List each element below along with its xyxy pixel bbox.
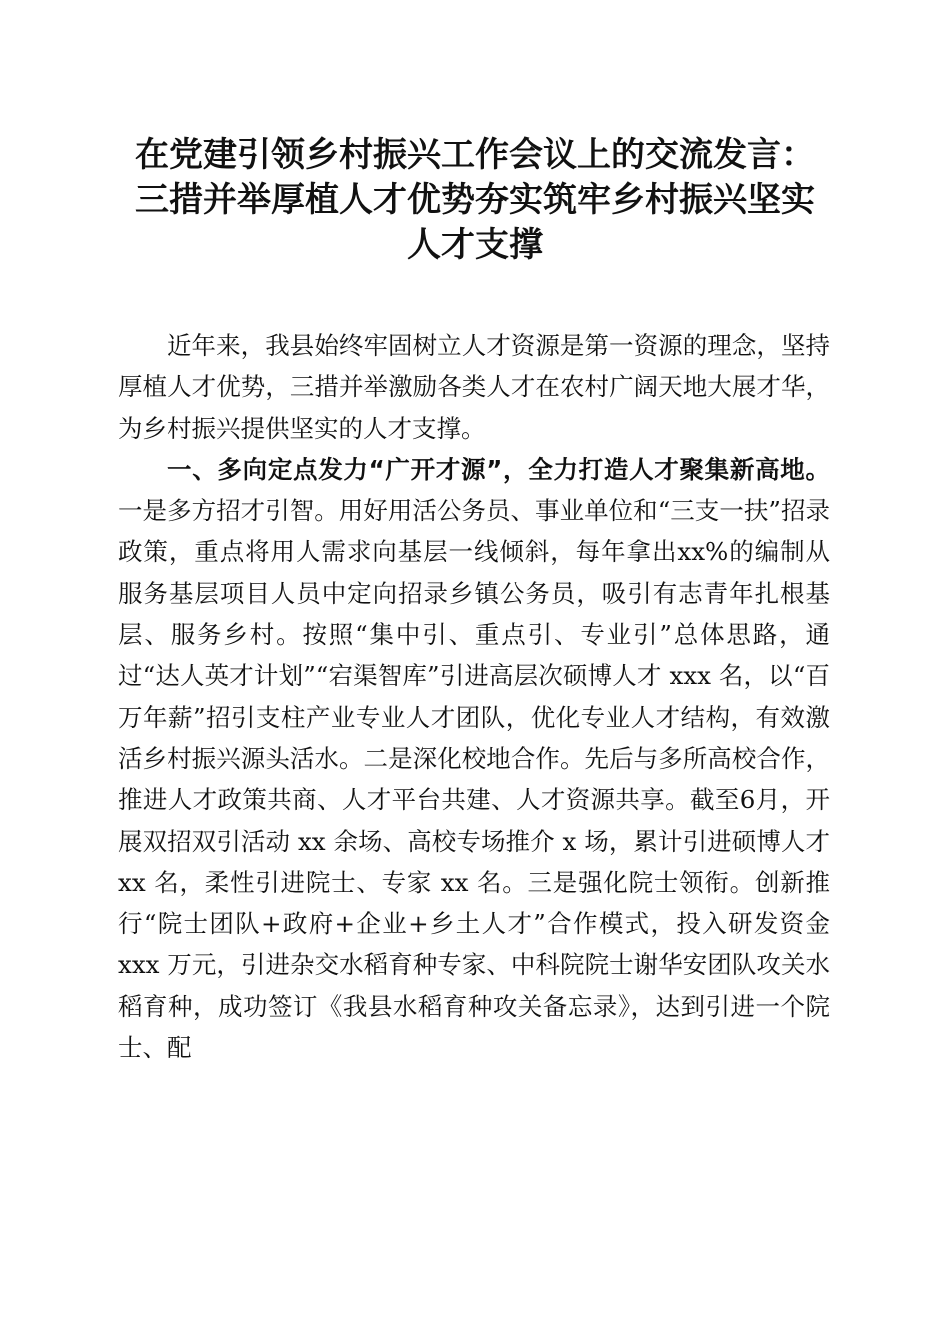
document-title bbox=[110, 133, 840, 268]
section-1-paragraph bbox=[118, 449, 830, 1068]
intro-paragraph: 近年来，我县始终牢固树立人才资源是第一资源的理念，坚持厚植人才优势，三措并举激励各类人才在农村广阔天地大展才华，为乡村振兴提供坚实的人才支撑。 bbox=[118, 331, 830, 443]
title-line-3: 人才支撑 bbox=[407, 225, 543, 265]
document-body bbox=[118, 325, 830, 1068]
title-line-1: 在党建引领乡村振兴工作会议上的交流发言： bbox=[135, 135, 815, 175]
title-line-2: 三措并举厚植人才优势夯实筑牢乡村振兴坚实 bbox=[135, 180, 815, 220]
section-1-heading: 一、多向定点发力“广开才源”，全力打造人才聚集新高地。 bbox=[167, 454, 830, 484]
section-1-body: 一是多方招才引智。用好用活公务员、事业单位和“三支一扶”招录政策，重点将用人需求向基层一线倾斜，每年拿出xx%的编制从服务基层项目人员中定向招录乡镇公务员，吸引有志青年扎根基层、服务乡村。按照“集中引、重点引、专业引”总体思路，通过“达人英才计划”“宕渠智库”引进高层次硕博人才 xxx 名，以“百万年薪”招引支柱产业专业人才团队，优化专业人才结构，有效激活乡村振兴源头活水。二是深化校地合作。先后与多所高校合作，推进人才政策共商、人才平台共建、人才资源共享。截至6月，开展双招双引活动 xx 余场、高校专场推介 x 场，累计引进硕博人才 xx 名，柔性引进院士、专家 xx 名。三是强化院士领衔。创新推行“院士团队+政府+企业+乡土人才”合作模式，投入研发资金 xxx 万元，引进杂交水稻育种专家、中科院院士谢华安团队攻关水稻育种，成功签订《我县水稻育种攻关备忘录》，达到引进一个院士、配 bbox=[118, 496, 830, 1063]
